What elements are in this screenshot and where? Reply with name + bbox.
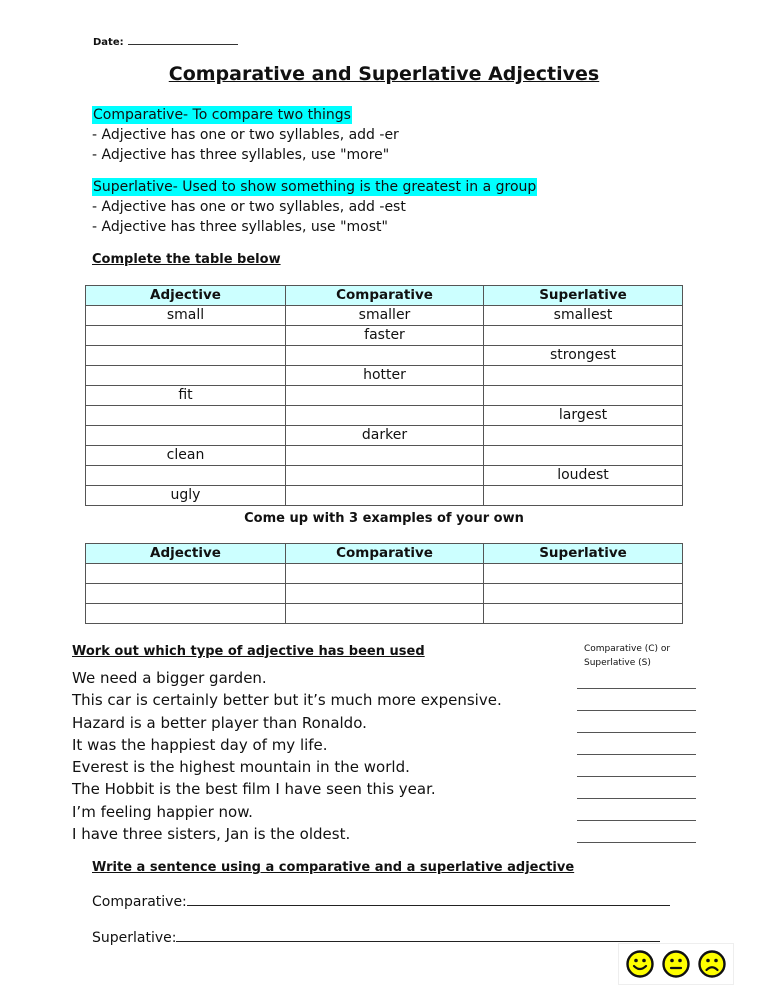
table-cell[interactable]: strongest: [484, 346, 683, 366]
table-cell[interactable]: clean: [86, 446, 286, 466]
table-cell[interactable]: [286, 406, 484, 426]
table-cell[interactable]: [286, 584, 484, 604]
answer-line[interactable]: [577, 776, 696, 777]
column-header: Superlative: [484, 544, 683, 564]
table-row: [86, 466, 683, 486]
answer-note-line: Comparative (C) or: [584, 644, 671, 654]
sad-face-icon[interactable]: [697, 949, 727, 979]
answer-note-line: Superlative (S): [584, 658, 651, 668]
sentence-list: [72, 667, 502, 845]
superlative-rule: - Adjective has three syllables, use "most": [92, 219, 388, 235]
table-row: [86, 446, 683, 466]
comparative-rule: - Adjective has one or two syllables, add -er: [92, 127, 399, 143]
table-cell[interactable]: [286, 466, 484, 486]
table-cell[interactable]: faster: [286, 326, 484, 346]
comparative-answer-line[interactable]: [187, 893, 670, 906]
table-cell[interactable]: smallest: [484, 306, 683, 326]
table-row: [86, 346, 683, 366]
table-cell[interactable]: [86, 346, 286, 366]
table-cell[interactable]: ugly: [86, 486, 286, 506]
table-row: [86, 386, 683, 406]
answer-line[interactable]: [577, 732, 696, 733]
superlative-rule: - Adjective has one or two syllables, add -est: [92, 199, 406, 215]
table-cell[interactable]: [484, 426, 683, 446]
comparative-definition: Comparative- To compare two things: [93, 107, 351, 123]
table-cell[interactable]: [286, 346, 484, 366]
comparative-sentence-field[interactable]: [92, 893, 670, 910]
table-row: [86, 326, 683, 346]
self-assessment-faces: [618, 943, 734, 985]
table-row: [86, 604, 683, 624]
table-cell[interactable]: darker: [286, 426, 484, 446]
sentence: Hazard is a better player than Ronaldo.: [72, 713, 367, 732]
column-header: Comparative: [286, 544, 484, 564]
table-cell[interactable]: [286, 564, 484, 584]
table-cell[interactable]: [484, 604, 683, 624]
table-row: [86, 486, 683, 506]
table-cell[interactable]: [86, 584, 286, 604]
table-row: [86, 426, 683, 446]
table-cell[interactable]: hotter: [286, 366, 484, 386]
superlative-sentence-field[interactable]: [92, 929, 660, 946]
write-heading: Write a sentence using a comparative and a superlative adjective: [92, 860, 575, 875]
column-header: Superlative: [484, 286, 683, 306]
table-cell[interactable]: [86, 564, 286, 584]
answer-line[interactable]: [577, 842, 696, 843]
table-cell[interactable]: [286, 446, 484, 466]
table-cell[interactable]: [86, 604, 286, 624]
column-header: Adjective: [86, 544, 286, 564]
table-row: [86, 306, 683, 326]
date-field: [93, 35, 238, 48]
comparative-label: Comparative:: [92, 894, 187, 910]
table-cell[interactable]: [484, 386, 683, 406]
table-cell[interactable]: [484, 446, 683, 466]
sentence: It was the happiest day of my life.: [72, 735, 328, 754]
table-cell[interactable]: [484, 584, 683, 604]
date-label: Date:: [93, 37, 124, 48]
sentence: The Hobbit is the best film I have seen this year.: [72, 780, 436, 799]
sentence: This car is certainly better but it’s much more expensive.: [72, 691, 502, 710]
table-cell[interactable]: [484, 564, 683, 584]
table-header-row: [86, 286, 683, 306]
column-header: Adjective: [86, 286, 286, 306]
date-blank[interactable]: [128, 35, 238, 45]
table-cell[interactable]: [86, 366, 286, 386]
table-cell[interactable]: [286, 386, 484, 406]
table-cell[interactable]: [484, 366, 683, 386]
identify-heading: Work out which type of adjective has been used: [72, 644, 425, 659]
comparative-rule: - Adjective has three syllables, use "more": [92, 147, 390, 163]
answer-line[interactable]: [577, 798, 696, 799]
own-examples-heading: Come up with 3 examples of your own: [244, 511, 524, 526]
column-header: Comparative: [286, 286, 484, 306]
table-cell[interactable]: [86, 406, 286, 426]
superlative-definition: Superlative- Used to show something is the greatest in a group: [93, 179, 537, 195]
table-cell[interactable]: [286, 604, 484, 624]
table-cell[interactable]: small: [86, 306, 286, 326]
answer-line[interactable]: [577, 820, 696, 821]
own-examples-table: [85, 543, 683, 624]
answer-line[interactable]: [577, 688, 696, 689]
table-cell[interactable]: [86, 326, 286, 346]
table-heading: Complete the table below: [92, 252, 281, 267]
table-row: [86, 564, 683, 584]
table-cell[interactable]: largest: [484, 406, 683, 426]
table-cell[interactable]: smaller: [286, 306, 484, 326]
answer-line[interactable]: [577, 710, 696, 711]
table-cell[interactable]: loudest: [484, 466, 683, 486]
table-row: [86, 366, 683, 386]
superlative-label: Superlative:: [92, 930, 177, 946]
answer-note: [584, 642, 670, 670]
answer-line[interactable]: [577, 754, 696, 755]
table-row: [86, 406, 683, 426]
table-cell[interactable]: [484, 326, 683, 346]
adjective-table: [85, 285, 683, 506]
table-header-row: [86, 544, 683, 564]
table-row: [86, 584, 683, 604]
happy-face-icon[interactable]: [625, 949, 655, 979]
page-title: Comparative and Superlative Adjectives: [168, 63, 600, 85]
sentence: I’m feeling happier now.: [72, 802, 253, 821]
table-cell[interactable]: [86, 426, 286, 446]
table-cell[interactable]: fit: [86, 386, 286, 406]
sentence: I have three sisters, Jan is the oldest.: [72, 825, 351, 844]
table-cell[interactable]: [86, 466, 286, 486]
table-cell[interactable]: [484, 486, 683, 506]
sentence: Everest is the highest mountain in the world.: [72, 758, 410, 777]
superlative-answer-line[interactable]: [176, 929, 660, 942]
neutral-face-icon[interactable]: [661, 949, 691, 979]
sentence: We need a bigger garden.: [72, 669, 267, 687]
table-cell[interactable]: [286, 486, 484, 506]
